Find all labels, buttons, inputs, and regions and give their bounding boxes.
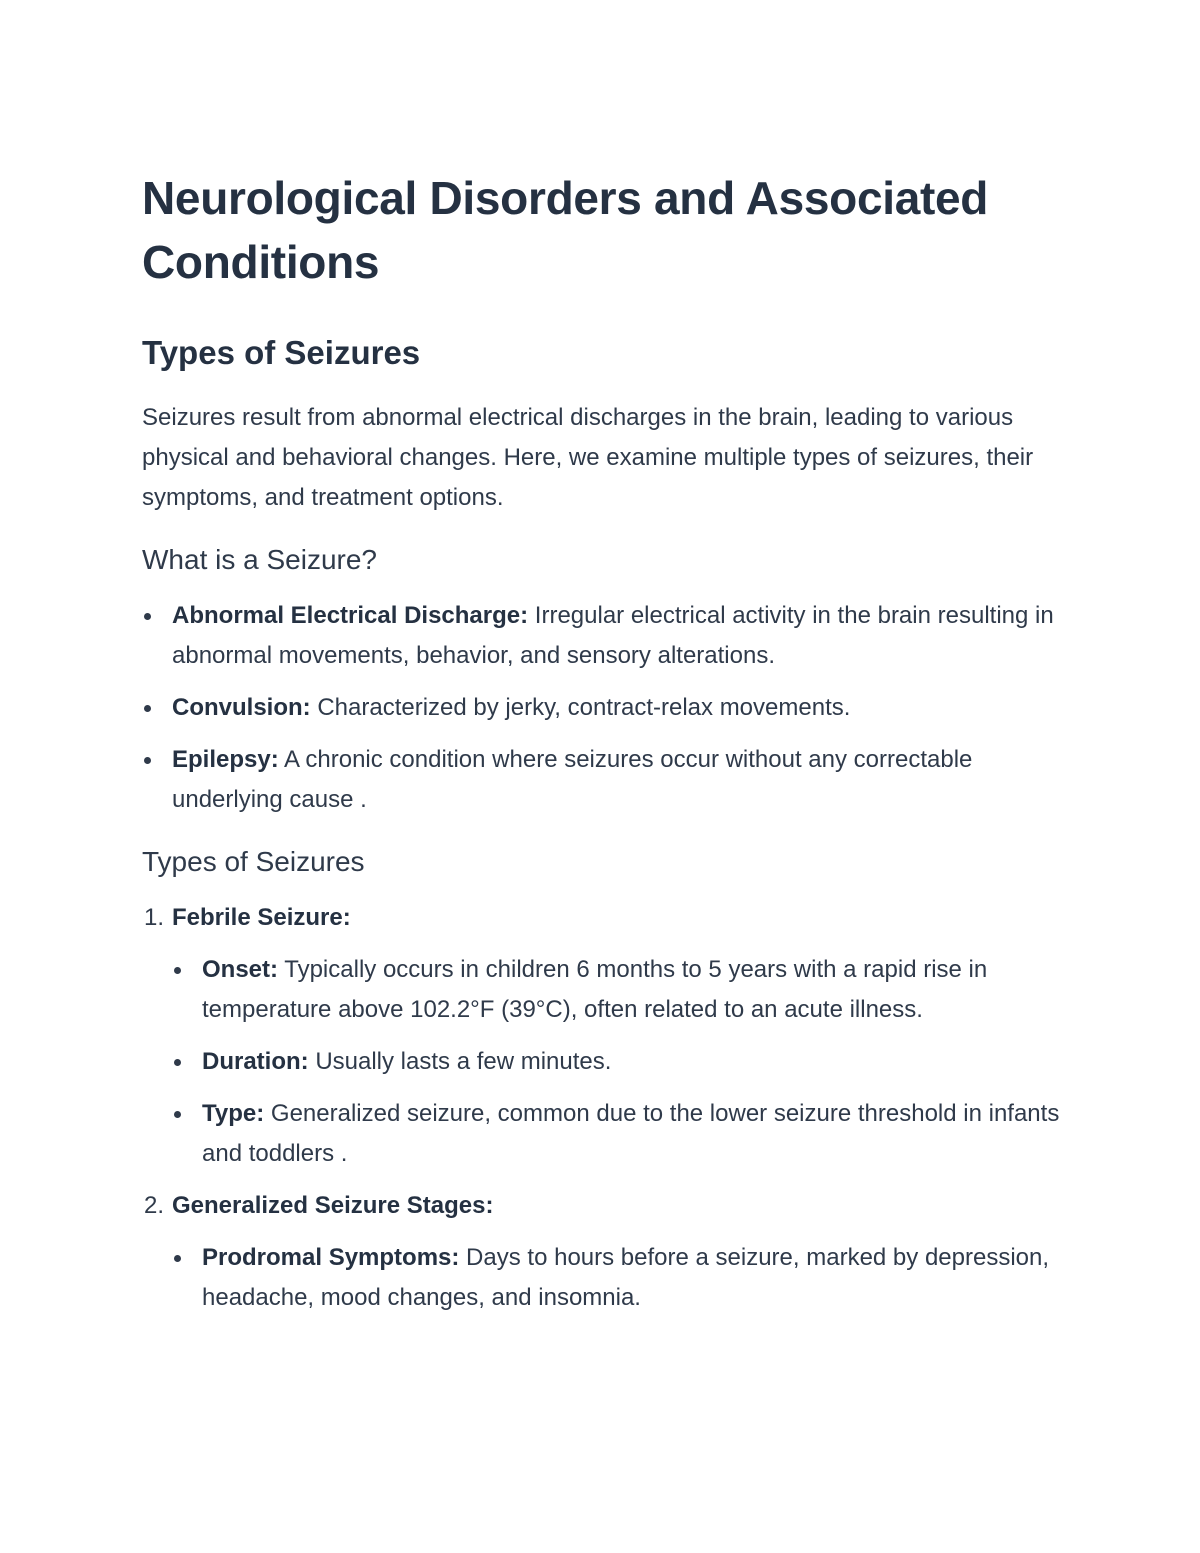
section-heading: Types of Seizures: [142, 334, 421, 371]
sub-item-text: Usually lasts a few minutes.: [308, 1048, 612, 1075]
sub-item-text: Days to hours before a seizure, marked by depression, headache, mood changes, and insomnia.: [202, 1244, 1050, 1311]
list-item-term: Convulsion:: [172, 694, 311, 721]
what-is-list: [142, 596, 1060, 820]
list-item: [142, 596, 1060, 676]
sub-list-item: [172, 1042, 1060, 1082]
sub-list-item: [172, 950, 1060, 1030]
intro-paragraph: Seizures result from abnormal electrical discharges in the brain, leading to various physical and behavioral changes. Here, we examine multiple types of seizures, their symptoms, and treatment options.: [142, 404, 1034, 511]
item-number: 2.: [144, 1192, 165, 1219]
sub-item-term: Type:: [202, 1100, 265, 1127]
sub-list-item: [172, 1094, 1060, 1174]
numbered-item: [142, 1186, 1060, 1318]
sub-item-term: Prodromal Symptoms:: [202, 1244, 460, 1271]
list-item-text: Irregular electrical activity in the brain resulting in abnormal movements, behavior, and sensory alterations.: [172, 602, 1054, 669]
list-item: [142, 688, 1060, 728]
sub-item-term: Onset:: [202, 956, 279, 983]
page-title: Neurological Disorders and Associated Conditions: [142, 172, 989, 288]
types-list: [142, 898, 1060, 1318]
list-item-text: Characterized by jerky, contract-relax movements.: [310, 694, 851, 721]
list-item-term: Abnormal Electrical Discharge:: [172, 602, 529, 629]
sub-item-text: Typically occurs in children 6 months to 5 years with a rapid rise in temperature above 102.2°F (39°C), often related to an acute illness.: [202, 956, 988, 1023]
list-item: [142, 740, 1060, 820]
list-item-term: Epilepsy:: [172, 746, 279, 773]
numbered-item: [142, 898, 1060, 1174]
item-label: Generalized Seizure Stages:: [172, 1192, 494, 1219]
item-number: 1.: [144, 904, 165, 931]
sub-item-term: Duration:: [202, 1048, 309, 1075]
sub-list: [172, 950, 1060, 1174]
what-is-heading: What is a Seizure?: [142, 544, 377, 575]
sub-item-text: Generalized seizure, common due to the lower seizure threshold in infants and toddlers .: [202, 1100, 1060, 1167]
list-item-text: A chronic condition where seizures occur without any correctable underlying cause .: [172, 746, 973, 813]
types-heading: Types of Seizures: [142, 846, 365, 877]
item-label: Febrile Seizure:: [172, 904, 351, 931]
sub-list: [172, 1238, 1060, 1318]
sub-list-item: [172, 1238, 1060, 1318]
